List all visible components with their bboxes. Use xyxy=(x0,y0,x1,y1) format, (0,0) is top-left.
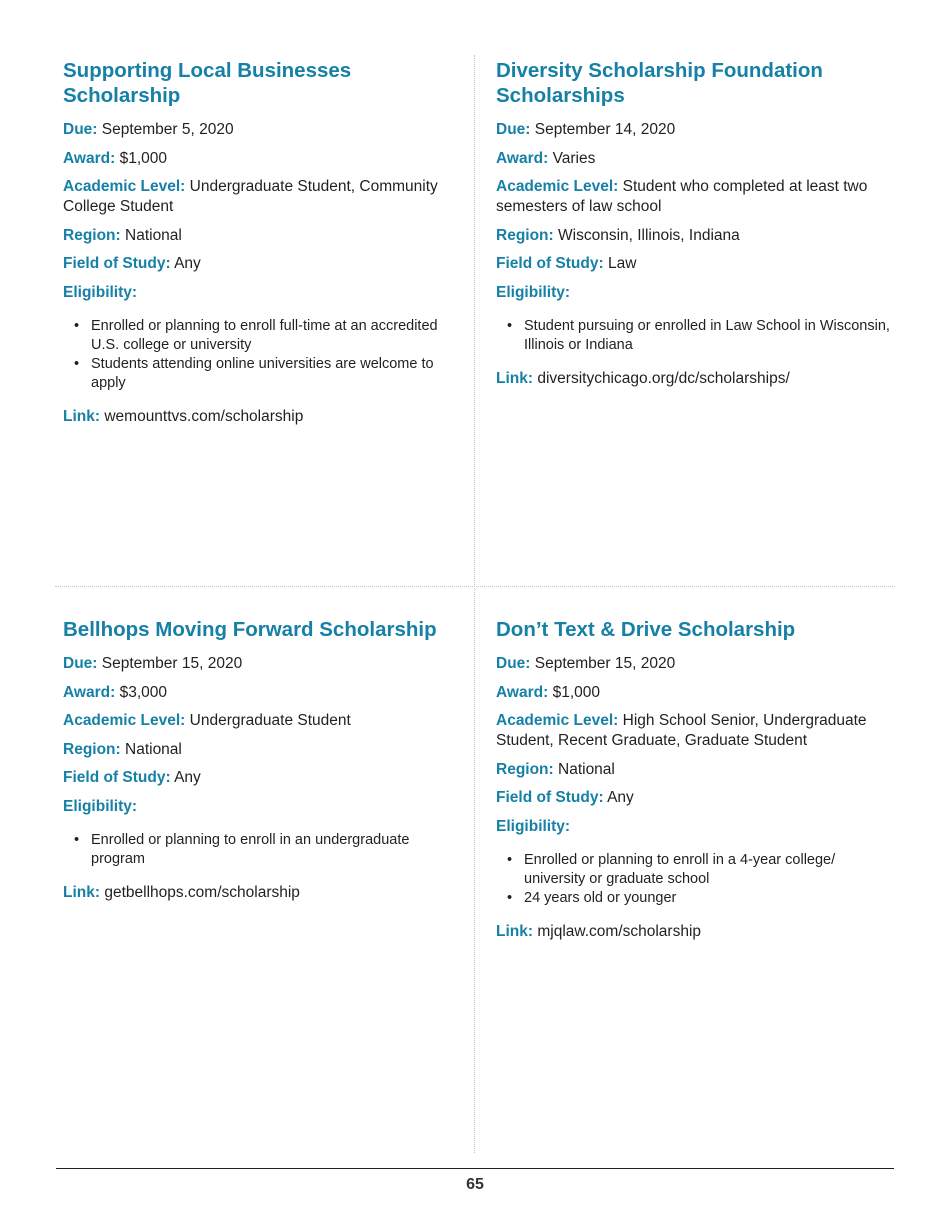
scholarship-title: Diversity Scholarship Foundation Scholarships xyxy=(496,59,823,107)
award-field xyxy=(63,683,455,703)
link-field xyxy=(63,407,455,427)
eligibility-heading xyxy=(496,283,896,303)
field-of-study-value: Any xyxy=(174,769,201,786)
due-field xyxy=(63,654,455,674)
academic-level-value: High School Senior, Undergraduate Student, Recent Graduate, Graduate Student xyxy=(496,712,867,749)
bullet: • xyxy=(507,889,513,906)
scholarship-link[interactable]: wemounttvs.com/scholarship xyxy=(104,407,304,425)
eligibility-text: Enrolled or planning to enroll in an undergraduate program xyxy=(91,831,410,867)
link-field xyxy=(496,922,896,942)
field-of-study-value: Law xyxy=(607,255,637,272)
eligibility-item xyxy=(74,317,455,355)
eligibility-list xyxy=(496,851,896,908)
due-label: Due: xyxy=(496,121,531,138)
link-label: Link: xyxy=(63,407,101,425)
bullet: • xyxy=(74,355,80,372)
page-number: 65 xyxy=(466,1176,484,1193)
due-value: September 5, 2020 xyxy=(101,121,234,138)
region-field xyxy=(496,760,896,780)
eligibility-heading xyxy=(496,817,896,837)
eligibility-list xyxy=(63,831,455,869)
award-value: $1,000 xyxy=(119,149,167,167)
due-field xyxy=(496,120,896,140)
region-label: Region: xyxy=(63,226,121,244)
due-value: September 14, 2020 xyxy=(534,121,676,138)
eligibility-item xyxy=(74,355,455,393)
eligibility-item xyxy=(507,317,896,355)
award-value: Varies xyxy=(552,149,596,167)
scholarship-card xyxy=(496,58,896,397)
award-label: Award: xyxy=(496,149,549,167)
field-of-study-field xyxy=(63,254,455,274)
region-value: National xyxy=(125,226,182,244)
award-value: $1,000 xyxy=(552,683,600,701)
eligibility-list xyxy=(63,317,455,393)
academic-level-label: Academic Level: xyxy=(496,712,619,729)
eligibility-text: Students attending online universities are welcome to apply xyxy=(91,355,434,391)
academic-level-value: Undergraduate Student, Community College Student xyxy=(63,178,438,215)
academic-level-field xyxy=(63,711,455,731)
link-field xyxy=(496,369,896,389)
region-field xyxy=(63,740,455,760)
eligibility-text: 24 years old or younger xyxy=(524,889,677,906)
scholarship-title: Bellhops Moving Forward Scholarship xyxy=(63,618,437,641)
due-value: September 15, 2020 xyxy=(534,655,676,672)
scholarship-card xyxy=(496,617,896,950)
due-field xyxy=(63,120,455,140)
scholarship-link[interactable]: diversitychicago.org/dc/scholarships/ xyxy=(537,369,790,387)
scholarship-card xyxy=(63,617,455,911)
vertical-divider xyxy=(474,55,475,1153)
region-field xyxy=(63,226,455,246)
award-value: $3,000 xyxy=(119,683,167,701)
eligibility-text: Enrolled or planning to enroll full-time at an accredited U.S. college or university xyxy=(91,317,438,353)
field-of-study-field xyxy=(63,768,455,788)
academic-level-label: Academic Level: xyxy=(63,178,186,195)
region-label: Region: xyxy=(496,226,554,244)
link-label: Link: xyxy=(63,883,101,901)
region-label: Region: xyxy=(496,760,554,778)
link-label: Link: xyxy=(496,922,534,940)
scholarship-card xyxy=(63,58,455,435)
eligibility-list xyxy=(496,317,896,355)
eligibility-heading xyxy=(63,797,455,817)
bullet: • xyxy=(74,831,80,848)
academic-level-label: Academic Level: xyxy=(496,178,619,195)
field-of-study-label: Field of Study: xyxy=(496,789,604,806)
region-value: Wisconsin, Illinois, Indiana xyxy=(558,226,740,244)
academic-level-field xyxy=(63,177,455,217)
award-label: Award: xyxy=(496,683,549,701)
eligibility-item xyxy=(507,851,896,889)
award-field xyxy=(63,149,455,169)
field-of-study-value: Any xyxy=(174,255,201,272)
field-of-study-label: Field of Study: xyxy=(496,255,604,272)
region-value: National xyxy=(558,760,615,778)
due-value: September 15, 2020 xyxy=(101,655,243,672)
link-field xyxy=(63,883,455,903)
award-field xyxy=(496,149,896,169)
eligibility-label: Eligibility: xyxy=(496,817,571,835)
region-value: National xyxy=(125,740,182,758)
scholarship-title: Don’t Text & Drive Scholarship xyxy=(496,618,796,641)
academic-level-value: Undergraduate Student xyxy=(189,712,351,729)
academic-level-field xyxy=(496,711,896,751)
due-field xyxy=(496,654,896,674)
field-of-study-label: Field of Study: xyxy=(63,769,171,786)
due-label: Due: xyxy=(63,121,98,138)
scholarship-title: Supporting Local Businesses Scholarship xyxy=(63,59,352,107)
scholarship-link[interactable]: getbellhops.com/scholarship xyxy=(104,883,300,901)
due-label: Due: xyxy=(63,655,98,672)
award-field xyxy=(496,683,896,703)
due-label: Due: xyxy=(496,655,531,672)
field-of-study-field xyxy=(496,254,896,274)
region-label: Region: xyxy=(63,740,121,758)
eligibility-text: Student pursuing or enrolled in Law School in Wisconsin, Illinois or Indiana xyxy=(524,317,890,353)
eligibility-text: Enrolled or planning to enroll in a 4-year college/ university or graduate school xyxy=(524,851,836,887)
eligibility-heading xyxy=(63,283,455,303)
eligibility-label: Eligibility: xyxy=(496,283,571,301)
region-field xyxy=(496,226,896,246)
bullet: • xyxy=(507,317,513,334)
academic-level-field xyxy=(496,177,896,217)
academic-level-value: Student who completed at least two semesters of law school xyxy=(496,178,868,215)
field-of-study-field xyxy=(496,788,896,808)
field-of-study-label: Field of Study: xyxy=(63,255,171,272)
academic-level-label: Academic Level: xyxy=(63,712,186,729)
link-label: Link: xyxy=(496,369,534,387)
bullet: • xyxy=(507,851,513,868)
award-label: Award: xyxy=(63,149,116,167)
eligibility-item xyxy=(507,889,896,908)
eligibility-label: Eligibility: xyxy=(63,797,138,815)
award-label: Award: xyxy=(63,683,116,701)
eligibility-item xyxy=(74,831,455,869)
scholarship-link[interactable]: mjqlaw.com/scholarship xyxy=(537,922,702,940)
eligibility-label: Eligibility: xyxy=(63,283,138,301)
horizontal-divider xyxy=(55,586,895,587)
bullet: • xyxy=(74,317,80,334)
footer-rule xyxy=(56,1168,894,1169)
field-of-study-value: Any xyxy=(607,789,634,806)
